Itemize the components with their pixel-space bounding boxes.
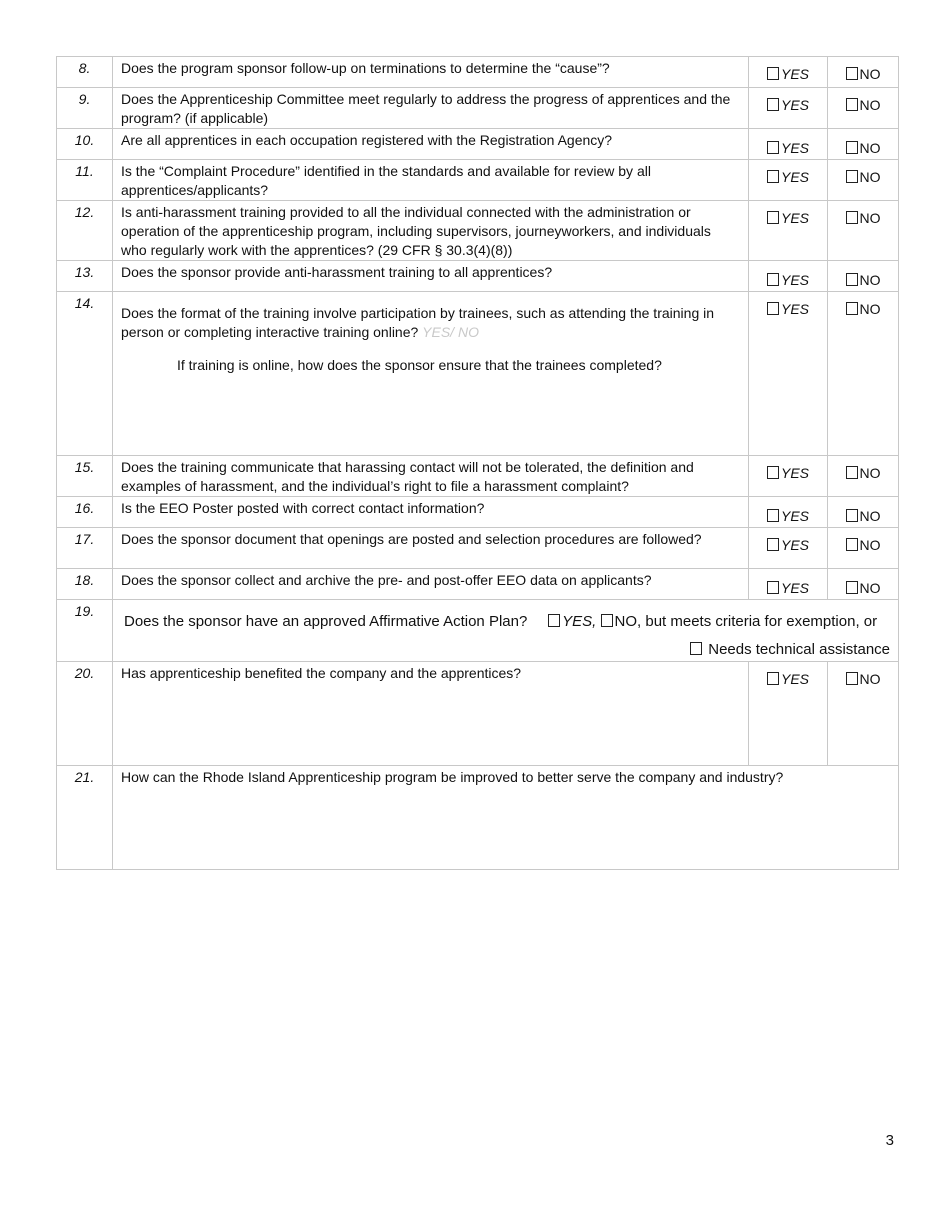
checkbox-icon[interactable] [767, 170, 779, 183]
question-row-19 [57, 600, 899, 662]
yes-option-label: YES, [562, 613, 597, 630]
yes-label: YES [780, 169, 809, 185]
no-label: NO [859, 169, 881, 185]
checkbox-icon[interactable] [846, 672, 858, 685]
question-number: 16. [57, 497, 113, 528]
checkbox-icon[interactable] [767, 98, 779, 111]
question-number: 17. [57, 528, 113, 569]
yes-no-hint: YES/ NO [422, 324, 479, 340]
question-row-18 [57, 569, 899, 600]
no-option[interactable] [828, 569, 899, 600]
assistance-option [121, 631, 890, 659]
yes-label: YES [780, 465, 809, 481]
yes-label: YES [780, 66, 809, 82]
question-row-12 [57, 201, 899, 261]
question-number: 10. [57, 129, 113, 160]
checkbox-icon[interactable] [767, 302, 779, 315]
yes-option[interactable] [749, 261, 828, 292]
yes-option[interactable] [749, 57, 828, 88]
question-text: How can the Rhode Island Apprenticeship program be improved to better serve the company and industry? [113, 766, 899, 870]
checkbox-icon[interactable] [767, 509, 779, 522]
question-cell [113, 600, 899, 662]
checkbox-icon[interactable] [767, 538, 779, 551]
checkbox-icon[interactable] [767, 273, 779, 286]
question-text: Does the sponsor document that openings are posted and selection procedures are followed? [113, 528, 749, 569]
no-label: NO [859, 508, 881, 524]
checkbox-icon[interactable] [846, 211, 858, 224]
no-label: NO [859, 97, 881, 113]
question-number: 19. [57, 600, 113, 662]
checkbox-icon[interactable] [846, 67, 858, 80]
question-row-21 [57, 766, 899, 870]
checkbox-icon[interactable] [846, 581, 858, 594]
yes-label: YES [780, 671, 809, 687]
question-text: Is the EEO Poster posted with correct contact information? [113, 497, 749, 528]
question-text: Does the sponsor have an approved Affirmative Action Plan? [124, 613, 528, 630]
question-row-14 [57, 292, 899, 456]
checkbox-icon[interactable] [767, 672, 779, 685]
questionnaire-table [56, 56, 899, 870]
no-option[interactable] [828, 88, 899, 129]
question-number: 21. [57, 766, 113, 870]
checkbox-icon[interactable] [767, 581, 779, 594]
no-label: NO [859, 465, 881, 481]
question-number: 15. [57, 456, 113, 497]
question-text: Does the format of the training involve participation by trainees, such as attending the training in person or completing interactive training online? [121, 305, 715, 340]
checkbox-icon[interactable] [846, 141, 858, 154]
question-text: Are all apprentices in each occupation registered with the Registration Agency? [113, 129, 749, 160]
page-number: 3 [885, 1132, 894, 1149]
no-option[interactable] [828, 662, 899, 766]
checkbox-icon[interactable] [690, 642, 702, 655]
checkbox-icon[interactable] [767, 466, 779, 479]
checkbox-icon[interactable] [767, 211, 779, 224]
question-row-8 [57, 57, 899, 88]
no-label: NO [859, 580, 881, 596]
yes-option[interactable] [749, 497, 828, 528]
no-option[interactable] [828, 528, 899, 569]
question-row-11 [57, 160, 899, 201]
yes-label: YES [780, 508, 809, 524]
yes-label: YES [780, 210, 809, 226]
question-line [121, 602, 890, 631]
question-number: 13. [57, 261, 113, 292]
checkbox-icon[interactable] [846, 98, 858, 111]
yes-label: YES [780, 272, 809, 288]
question-row-13 [57, 261, 899, 292]
no-option[interactable] [828, 57, 899, 88]
no-option[interactable] [828, 261, 899, 292]
checkbox-icon[interactable] [767, 67, 779, 80]
question-number: 8. [57, 57, 113, 88]
yes-label: YES [780, 580, 809, 596]
question-text: Has apprenticeship benefited the company and the apprentices? [113, 662, 749, 766]
question-row-15 [57, 456, 899, 497]
assistance-label: Needs technical assistance [708, 641, 890, 658]
checkbox-icon[interactable] [846, 273, 858, 286]
checkbox-icon[interactable] [846, 170, 858, 183]
no-label: NO [859, 537, 881, 553]
question-cell [113, 292, 749, 456]
question-text: Does the Apprenticeship Committee meet regularly to address the progress of apprentices and the program? (if applicable) [113, 88, 749, 129]
question-number: 18. [57, 569, 113, 600]
no-option[interactable] [828, 497, 899, 528]
no-option[interactable] [828, 201, 899, 261]
question-number: 20. [57, 662, 113, 766]
yes-option[interactable] [749, 569, 828, 600]
yes-label: YES [780, 301, 809, 317]
question-row-20 [57, 662, 899, 766]
yes-label: YES [780, 97, 809, 113]
no-option[interactable] [828, 129, 899, 160]
no-label: NO [859, 140, 881, 156]
question-text: Is anti-harassment training provided to all the individual connected with the administration or operation of the apprenticeship program, including supervisors, journeyworkers, and individuals who regularly work with the apprentices? (29 CFR § 30.3(4)(8)) [113, 201, 749, 261]
question-row-17 [57, 528, 899, 569]
no-option[interactable] [828, 160, 899, 201]
checkbox-icon[interactable] [846, 466, 858, 479]
yes-option[interactable] [749, 201, 828, 261]
question-subtext: If training is online, how does the sponsor ensure that the trainees completed? [177, 357, 662, 373]
no-label: NO [859, 210, 881, 226]
no-label: NO [859, 272, 881, 288]
yes-option[interactable] [749, 292, 828, 456]
no-label: NO [859, 301, 881, 317]
question-row-9 [57, 88, 899, 129]
yes-option[interactable] [749, 160, 828, 201]
checkbox-icon[interactable] [767, 141, 779, 154]
question-number: 9. [57, 88, 113, 129]
checkbox-icon[interactable] [548, 614, 560, 627]
no-label: NO [859, 66, 881, 82]
checkbox-icon[interactable] [601, 614, 613, 627]
question-text: Does the sponsor collect and archive the pre- and post-offer EEO data on applicants? [113, 569, 749, 600]
question-row-16 [57, 497, 899, 528]
question-text: Does the sponsor provide anti-harassment training to all apprentices? [113, 261, 749, 292]
no-option[interactable] [828, 292, 899, 456]
yes-label: YES [780, 537, 809, 553]
question-number: 14. [57, 292, 113, 456]
question-text: Does the training communicate that harassing contact will not be tolerated, the definition and examples of harassment, and the individual’s right to file a harassment complaint? [113, 456, 749, 497]
question-number: 12. [57, 201, 113, 261]
checkbox-icon[interactable] [846, 538, 858, 551]
yes-option[interactable] [749, 662, 828, 766]
question-text: Does the program sponsor follow-up on terminations to determine the “cause”? [113, 57, 749, 88]
yes-option[interactable] [749, 456, 828, 497]
question-number: 11. [57, 160, 113, 201]
question-row-10 [57, 129, 899, 160]
question-text: Is the “Complaint Procedure” identified in the standards and available for review by all apprentices/applicants? [113, 160, 749, 201]
no-label: NO [859, 671, 881, 687]
no-exemption-label: NO, but meets criteria for exemption, or [614, 613, 878, 630]
yes-label: YES [780, 140, 809, 156]
checkbox-icon[interactable] [846, 509, 858, 522]
yes-option[interactable] [749, 88, 828, 129]
yes-option[interactable] [749, 129, 828, 160]
no-option[interactable] [828, 456, 899, 497]
yes-option[interactable] [749, 528, 828, 569]
checkbox-icon[interactable] [846, 302, 858, 315]
